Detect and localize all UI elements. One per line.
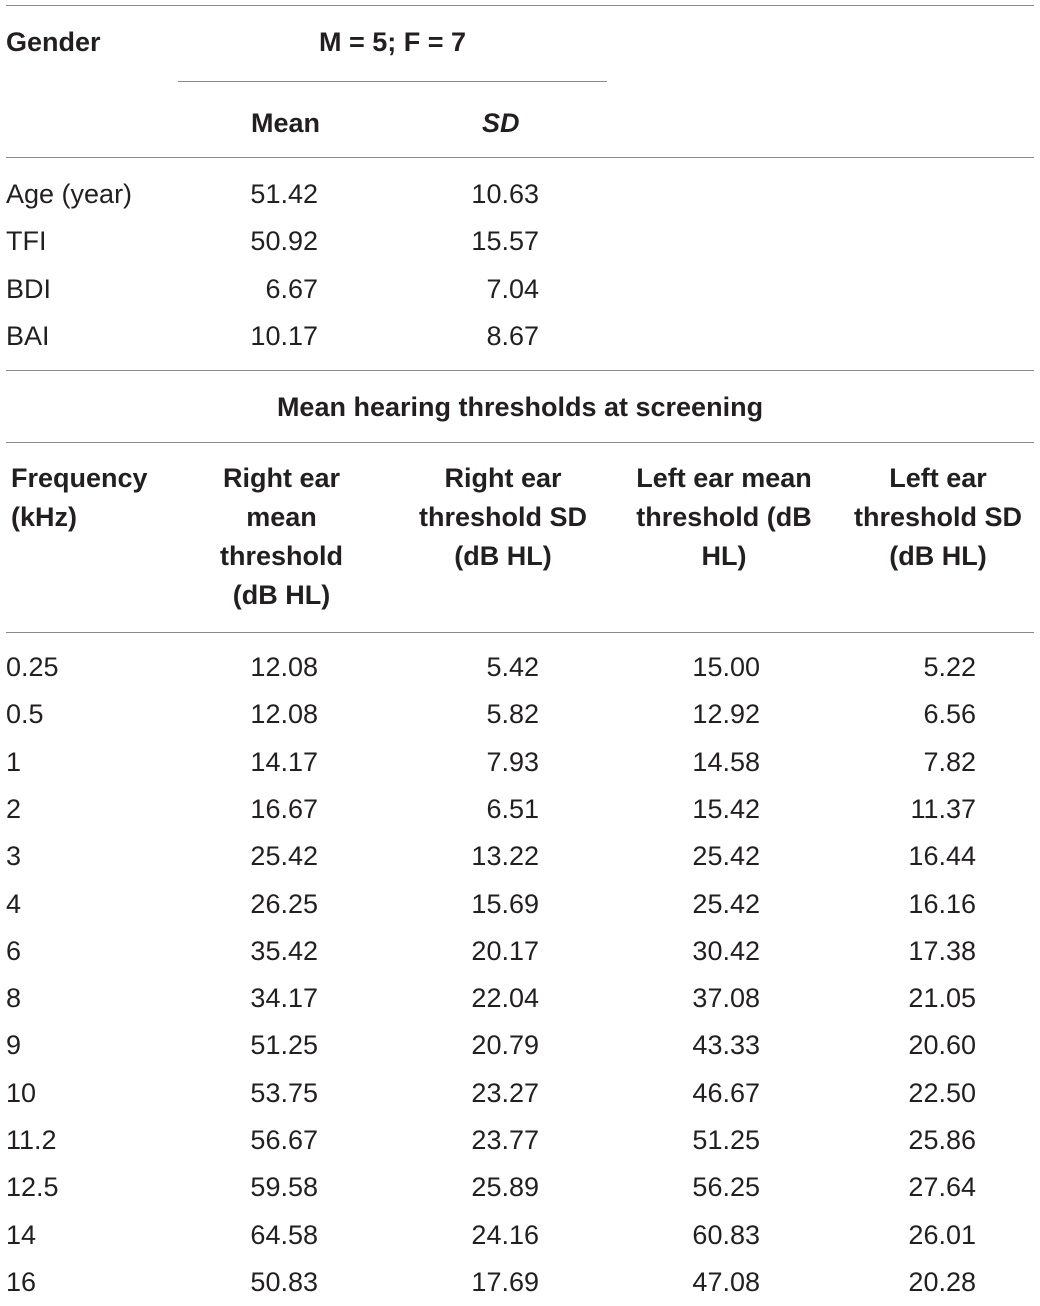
- right-mean-cell: 53.75: [250, 1077, 318, 1108]
- left-mean-cell: 37.08: [692, 983, 760, 1014]
- demographics-row: [0, 313, 1040, 360]
- left-sd-column-header: Left ear threshold SD (dB HL): [853, 463, 1022, 571]
- sd-cell: 7.04: [486, 273, 539, 304]
- sd-cell: 8.67: [486, 320, 539, 351]
- right-sd-cell: 20.17: [471, 935, 539, 966]
- left-mean-cell: 47.08: [692, 1266, 760, 1297]
- right-mean-cell: 35.42: [250, 935, 318, 966]
- frequency-cell: 6: [6, 935, 22, 966]
- right-sd-cell: 17.69: [471, 1266, 539, 1297]
- right-sd-cell: 15.69: [471, 888, 539, 919]
- mean-cell: 10.17: [250, 320, 318, 351]
- right-sd-cell: 25.89: [471, 1172, 539, 1203]
- left-mean-cell: 25.42: [692, 888, 760, 919]
- left-sd-cell: 16.44: [908, 841, 976, 872]
- gender-label: Gender: [6, 27, 101, 57]
- table-row: [0, 644, 1040, 691]
- section-divider-rule: [6, 370, 1034, 371]
- thresholds-title-rule: [6, 442, 1034, 443]
- right-mean-cell: 34.17: [250, 983, 318, 1014]
- table-row: [0, 739, 1040, 786]
- mean-cell: 51.42: [250, 179, 318, 209]
- right-sd-column-header: Right ear threshold SD (dB HL): [418, 463, 587, 571]
- left-mean-cell: 25.42: [692, 841, 760, 872]
- demographics-header-rule: [6, 157, 1034, 158]
- right-mean-cell: 50.83: [250, 1266, 318, 1297]
- table-row: [0, 1212, 1040, 1259]
- frequency-cell: 11.2: [6, 1125, 57, 1155]
- table-row: [0, 881, 1040, 928]
- right-mean-cell: 51.25: [250, 1030, 318, 1061]
- right-mean-cell: 16.67: [250, 793, 318, 824]
- frequency-cell: 10: [6, 1077, 37, 1108]
- thresholds-header-rule: [6, 632, 1034, 633]
- table-row: [0, 786, 1040, 833]
- left-sd-cell: 16.16: [908, 888, 976, 919]
- left-mean-column-header: Left ear mean threshold (dB HL): [636, 463, 812, 571]
- frequency-cell: 12.5: [6, 1172, 59, 1203]
- demographics-row: [0, 266, 1040, 313]
- left-sd-cell: 6.56: [923, 699, 976, 730]
- right-sd-cell: 5.82: [486, 699, 539, 730]
- table-row: [0, 691, 1040, 738]
- sd-column-header: SD: [482, 108, 520, 138]
- right-sd-cell: 13.22: [471, 841, 539, 872]
- frequency-cell: 2: [6, 793, 22, 824]
- right-mean-cell: 12.08: [250, 699, 318, 730]
- left-sd-cell: 22.50: [908, 1077, 976, 1108]
- row-label: BDI: [6, 273, 52, 304]
- right-sd-cell: 6.51: [486, 793, 539, 824]
- frequency-cell: 9: [6, 1030, 22, 1061]
- left-mean-cell: 14.58: [692, 746, 760, 777]
- left-sd-cell: 21.05: [908, 983, 976, 1014]
- frequency-cell: 8: [6, 983, 22, 1014]
- right-sd-cell: 24.16: [471, 1219, 539, 1250]
- table-row: [0, 833, 1040, 880]
- frequency-cell: 16: [6, 1266, 37, 1297]
- table-row: [0, 1164, 1040, 1211]
- right-mean-cell: 64.58: [250, 1219, 318, 1250]
- right-mean-cell: 59.58: [250, 1172, 318, 1203]
- mean-cell: 6.67: [265, 273, 318, 304]
- gender-span-rule: [178, 81, 607, 82]
- gender-value: M = 5; F = 7: [318, 27, 467, 57]
- left-mean-cell: 30.42: [692, 935, 760, 966]
- left-sd-cell: 25.86: [908, 1125, 976, 1155]
- mean-column-header: Mean: [250, 108, 320, 138]
- right-mean-cell: 25.42: [250, 841, 318, 872]
- right-sd-cell: 23.77: [471, 1125, 539, 1155]
- left-sd-cell: 26.01: [908, 1219, 976, 1250]
- left-sd-cell: 17.38: [908, 935, 976, 966]
- mean-cell: 50.92: [250, 226, 318, 257]
- right-mean-cell: 14.17: [250, 746, 318, 777]
- table-row: [0, 1022, 1040, 1069]
- right-mean-cell: 26.25: [250, 888, 318, 919]
- right-mean-cell: 56.67: [250, 1125, 318, 1155]
- left-mean-cell: 46.67: [692, 1077, 760, 1108]
- left-sd-cell: 7.82: [923, 746, 976, 777]
- frequency-cell: 0.5: [6, 699, 44, 730]
- right-mean-column-header: Right ear mean threshold (dB HL): [219, 463, 343, 610]
- right-sd-cell: 20.79: [471, 1030, 539, 1061]
- left-sd-cell: 5.22: [923, 652, 976, 682]
- frequency-cell: 3: [6, 841, 22, 872]
- table-row: [0, 975, 1040, 1022]
- right-sd-cell: 5.42: [486, 652, 539, 682]
- frequency-cell: 0.25: [6, 652, 59, 682]
- left-sd-cell: 11.37: [910, 793, 976, 824]
- left-mean-cell: 51.25: [692, 1125, 760, 1155]
- left-mean-cell: 15.00: [692, 652, 760, 682]
- left-sd-cell: 20.28: [908, 1266, 976, 1297]
- frequency-column-header: Frequency (kHz): [11, 463, 148, 532]
- right-sd-cell: 22.04: [471, 983, 539, 1014]
- demographics-row: [0, 218, 1040, 265]
- left-mean-cell: 43.33: [692, 1030, 760, 1061]
- row-label: BAI: [6, 320, 50, 351]
- row-label: TFI: [6, 226, 47, 257]
- row-label: Age (year): [6, 179, 133, 209]
- left-mean-cell: 56.25: [692, 1172, 760, 1203]
- left-sd-cell: 27.64: [908, 1172, 976, 1203]
- left-mean-cell: 15.42: [692, 793, 760, 824]
- frequency-cell: 14: [6, 1219, 37, 1250]
- sd-cell: 15.57: [471, 226, 539, 257]
- frequency-cell: 1: [6, 746, 22, 777]
- right-sd-cell: 7.93: [486, 746, 539, 777]
- table-row: [0, 1117, 1040, 1164]
- thresholds-title: Mean hearing thresholds at screening: [276, 392, 764, 422]
- frequency-cell: 4: [6, 888, 22, 919]
- left-mean-cell: 12.92: [692, 699, 760, 730]
- left-sd-cell: 20.60: [908, 1030, 976, 1061]
- sd-cell: 10.63: [471, 179, 539, 209]
- left-mean-cell: 60.83: [692, 1219, 760, 1250]
- demographics-row: [0, 171, 1040, 218]
- right-mean-cell: 12.08: [250, 652, 318, 682]
- table-top-rule: [6, 5, 1034, 6]
- table-row: [0, 1070, 1040, 1117]
- right-sd-cell: 23.27: [471, 1077, 539, 1108]
- table-row: [0, 928, 1040, 975]
